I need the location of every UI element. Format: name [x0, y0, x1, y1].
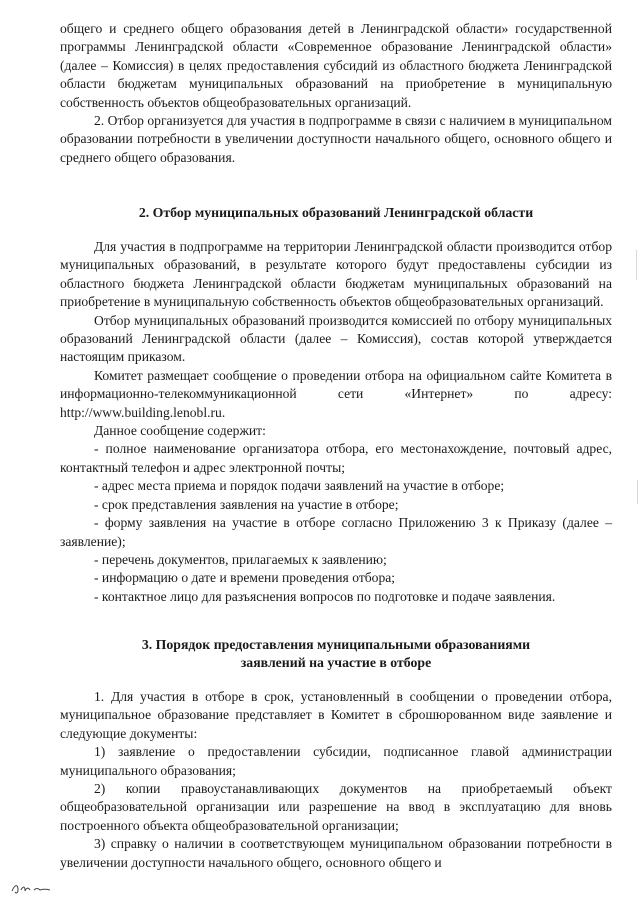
section-2-heading: 2. Отбор муниципальных образований Ленинградской области — [138, 205, 534, 220]
section-2-paragraph-4: Данное сообщение содержит: — [94, 423, 266, 439]
section-2-paragraph-3: Комитет размещает сообщение о проведении отбора на официальном сайте Комитета в информационно-телекоммуникационной сети «Интернет» по адресу: http://www.building.lenobl.ru. — [60, 367, 612, 420]
section-3-heading-line-2: заявлений на участие в отборе — [240, 655, 432, 671]
section-3-body — [60, 688, 612, 872]
list-item: - информацию о дате и времени проведения отбора; — [94, 570, 396, 586]
list-item: - адрес места приема и порядок подачи заявлений на участие в отборе; — [94, 478, 505, 494]
intro-paragraph: общего и среднего общего образования детей в Ленинградской области» государственной программы Ленинградской области «Современное образование Ленинградской области» (далее – Комиссия) в целях предоставления субсидий из областного бюджета Ленинградской области бюджетам муниципальных образований на приобретение в муниципальную собственность объектов общеобразовательных организаций. — [60, 21, 612, 110]
section-3-heading-wrap — [60, 636, 612, 673]
list-item: - полное наименование организатора отбора, его местонахождение, почтовый адрес, контактный телефон и адрес электронной почты; — [60, 441, 612, 475]
section-2-paragraph-2: Отбор муниципальных образований производится комиссией по отбору муниципальных образований Ленинградской области (далее – Комиссия), состав которой утверждается настоящим приказом. — [60, 312, 612, 365]
handwritten-initials — [10, 880, 90, 896]
section-3-item-3: 3) справку о наличии в соответствующем муниципальном образовании потребности в увеличении доступности начального общего, основного общего и — [60, 836, 612, 870]
section-1-continuation — [60, 20, 612, 167]
list-item: - контактное лицо для разъяснения вопросов по подготовке и подаче заявления. — [94, 588, 556, 604]
scan-edge-mark — [637, 480, 638, 504]
section-3-paragraph-1: 1. Для участия в отборе в срок, установленный в сообщении о проведении отбора, муниципальное образование представляет в Комитет в сброшюрованном виде заявление и следующие документы: — [60, 689, 612, 741]
section-2-paragraph-1: Для участия в подпрограмме на территории Ленинградской области производится отбор муниципальных образований, в результате которого будут предоставлены субсидии из областного бюджета Ленинградской области бюджетам муниципальных образований на приобретение в муниципальную собственность объектов общеобразовательных организаций. — [60, 239, 612, 310]
list-item: - срок представления заявления на участие в отборе; — [94, 496, 399, 512]
paragraph-1-2: 2. Отбор организуется для участия в подпрограмме в связи с наличием в муниципальном образовании потребности в увеличении доступности начального общего, основного общего и среднего общего образования. — [60, 113, 612, 165]
section-3-item-2: 2) копии правоустанавливающих документов на приобретаемый объект общеобразовательной организации или разрешение на ввод в эксплуатацию для вновь построенного объекта общеобразовательной организации; — [60, 781, 612, 833]
list-item: - форму заявления на участие в отборе согласно Приложению 3 к Приказу (далее – заявление); — [60, 515, 612, 549]
section-2-body — [60, 238, 612, 606]
section-2-heading-wrap — [60, 204, 612, 222]
list-item: - перечень документов, прилагаемых к заявлению; — [94, 551, 387, 567]
scan-edge-mark — [636, 250, 637, 280]
section-3-heading-line-1: 3. Порядок предоставления муниципальными образованиями — [141, 637, 531, 652]
section-3-item-1: 1) заявление о предоставлении субсидии, подписанное главой администрации муниципального образования; — [60, 744, 612, 778]
